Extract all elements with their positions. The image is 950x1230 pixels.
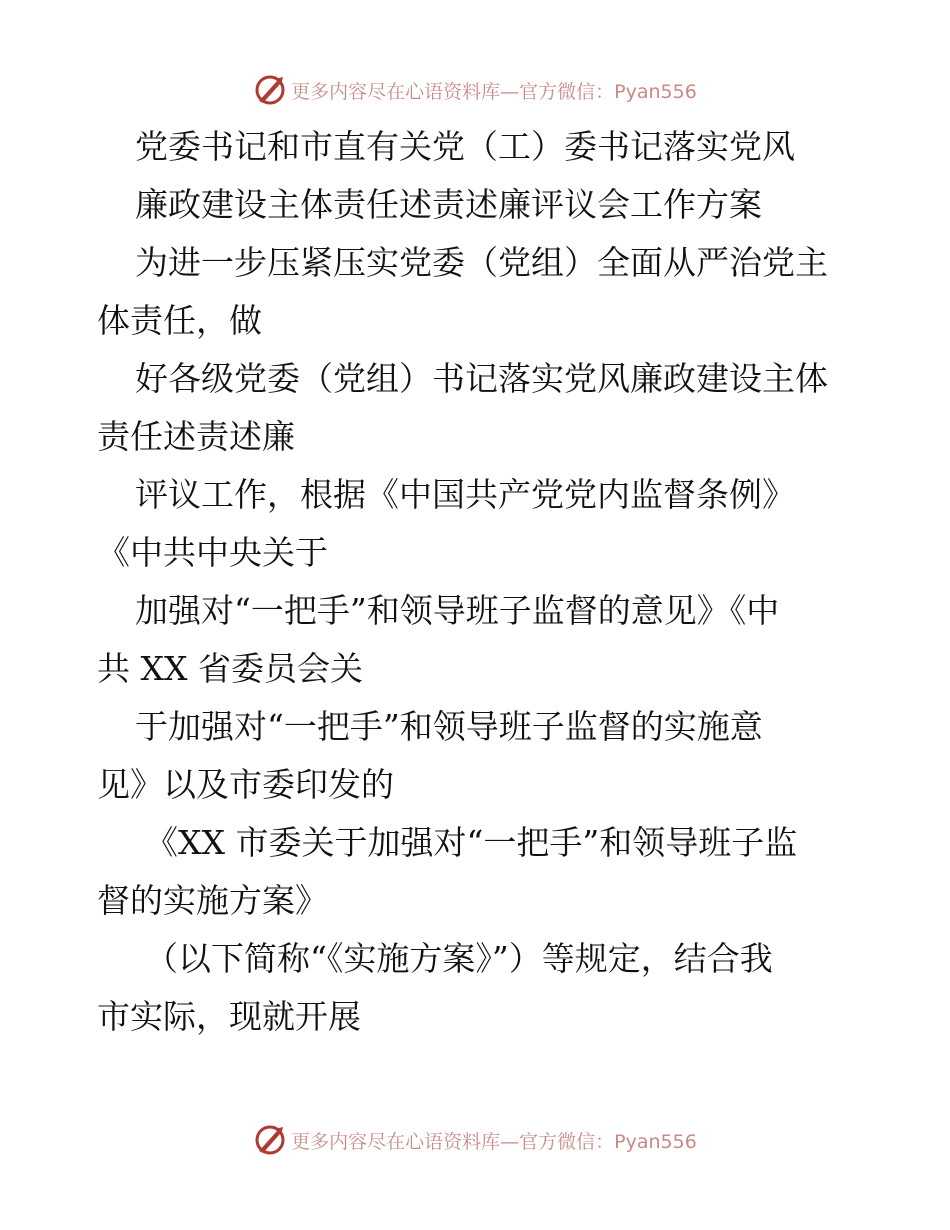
title-line-2: 廉政建设主体责任述责述廉评议会工作方案 bbox=[135, 185, 762, 224]
footer-banner bbox=[0, 1120, 950, 1160]
quill-logo-icon bbox=[253, 73, 287, 107]
paragraph-line: 加强对“一把手”和领导班子监督的意见》《中 bbox=[135, 591, 780, 630]
paragraph-line: 督的实施方案》 bbox=[97, 881, 328, 920]
paragraph-line: 于加强对“一把手”和领导班子监督的实施意 bbox=[135, 707, 763, 746]
paragraph-line: （以下简称“《实施方案》”）等规定，结合我 bbox=[145, 939, 773, 978]
paragraph-line: 《XX 市委关于加强对“一把手”和领导班子监 bbox=[145, 823, 798, 862]
title-line-1: 党委书记和市直有关党（工）委书记落实党风 bbox=[135, 127, 795, 166]
paragraph-line: 好各级党委（党组）书记落实党风廉政建设主体 bbox=[135, 359, 828, 398]
document-body bbox=[97, 118, 857, 1046]
banner-text: 更多内容尽在心语资料库—官方微信：Pyan556 bbox=[291, 80, 697, 103]
banner-text: 更多内容尽在心语资料库—官方微信：Pyan556 bbox=[291, 1130, 697, 1153]
paragraph-line: 体责任，做 bbox=[97, 301, 262, 340]
paragraph-line: 共 XX 省委员会关 bbox=[97, 649, 363, 688]
paragraph-line: 为进一步压紧压实党委（党组）全面从严治党主 bbox=[135, 243, 828, 282]
paragraph-line: 《中共中央关于 bbox=[97, 533, 328, 572]
header-banner bbox=[0, 70, 950, 110]
paragraph-line: 市实际，现就开展 bbox=[97, 997, 361, 1036]
paragraph-line: 责任述责述廉 bbox=[97, 417, 295, 456]
paragraph-line: 见》以及市委印发的 bbox=[97, 765, 394, 804]
paragraph-line: 评议工作，根据《中国共产党党内监督条例》 bbox=[135, 475, 795, 514]
quill-logo-icon bbox=[253, 1123, 287, 1157]
